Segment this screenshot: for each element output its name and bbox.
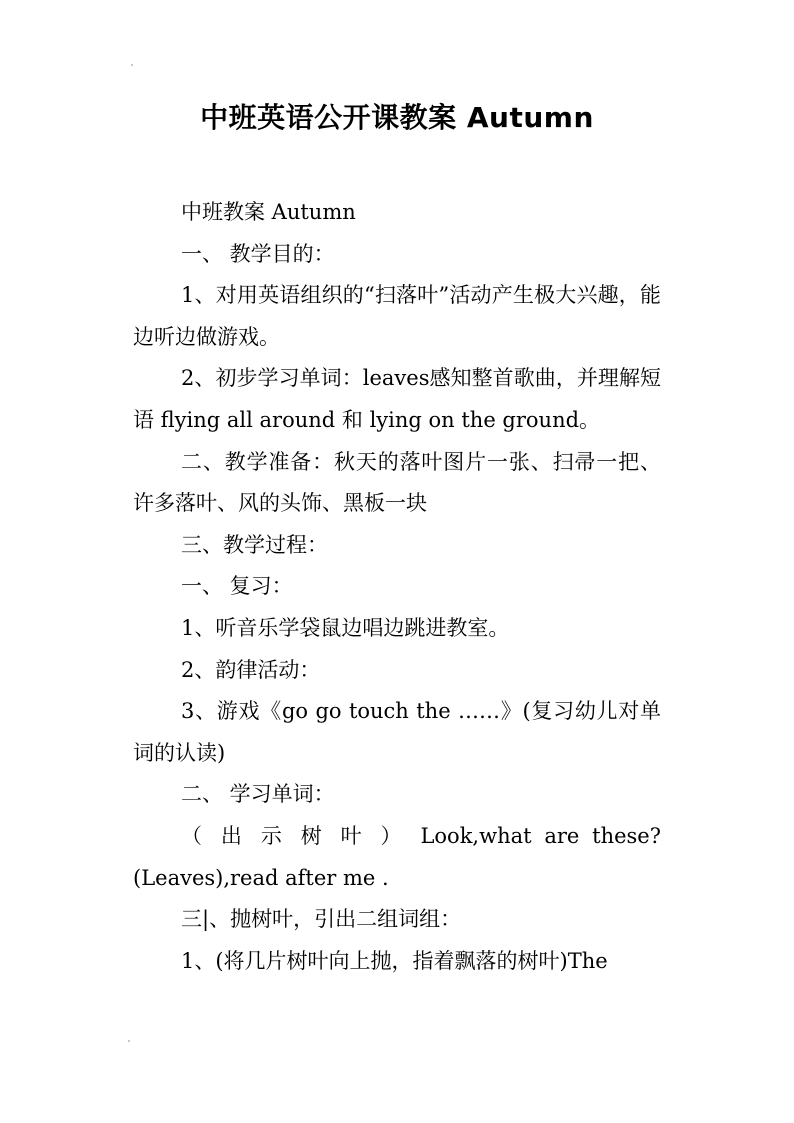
document-title: 中班英语公开课教案 Autumn (200, 101, 594, 134)
paragraph-section-process: 三、教学过程： (181, 532, 328, 557)
paragraph-words-heading: 二、 学习单词： (181, 782, 335, 807)
paragraph-goal-2: 2、初步学习单词：leaves感知整首歌曲，并理解短语 flying all around 和 lying on the ground。 (133, 366, 661, 432)
paragraph-section-goals: 一、 教学目的： (181, 241, 335, 266)
paragraph-preparation: 二、教学准备：秋天的落叶图片一张、扫帚一把、许多落叶、风的头饰、黑板一块 (133, 449, 661, 516)
paragraph-subtitle: 中班教案 Autumn (181, 200, 356, 224)
paragraph-show-leaves: （ 出 示 树 叶 ） Look,what are these?(Leaves),read after me . (133, 823, 661, 890)
paragraph-phrases-heading: 三|、抛树叶，引出二组词组： (181, 907, 462, 932)
paragraph-review-1: 1、听音乐学袋鼠边唱边跳进教室。 (181, 615, 510, 640)
document-body (133, 192, 661, 982)
paragraph-review-2: 2、韵律活动： (181, 657, 321, 682)
paragraph-review-3: 3、游戏《go go touch the ……》(复习幼儿对单词的认读) (133, 699, 661, 765)
scan-speck (128, 1040, 130, 1042)
paragraph-review-heading: 一、 复习： (181, 574, 293, 599)
scan-speck (131, 64, 133, 66)
paragraph-phrases-1: 1、(将几片树叶向上抛，指着飘落的树叶)The (181, 948, 608, 973)
paragraph-goal-1: 1、对用英语组织的“扫落叶”活动产生极大兴趣，能边听边做游戏。 (133, 283, 661, 349)
